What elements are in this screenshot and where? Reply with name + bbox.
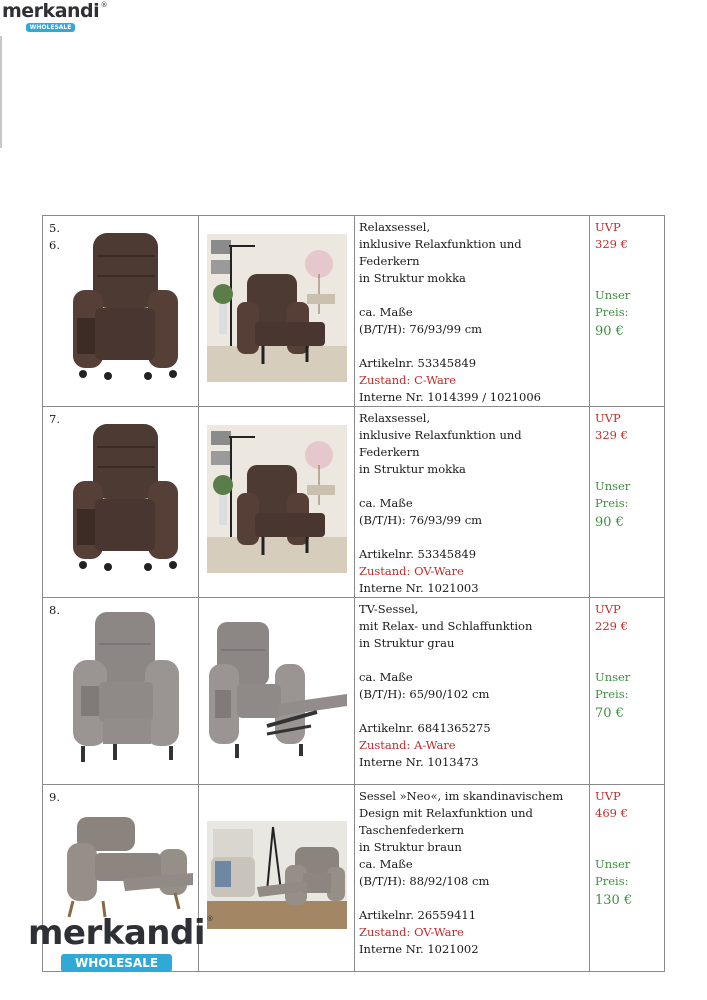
uvp-label: UVP [595, 220, 621, 234]
product-description-cell [355, 407, 590, 598]
uvp-price: 469 € [595, 806, 628, 820]
dimensions-label: ca. Maße [359, 496, 413, 510]
left-edge-rule [0, 36, 2, 148]
uvp-label: UVP [595, 789, 621, 803]
article-number: Artikelnr. 53345849 [359, 547, 477, 561]
logo-badge: WHOLESALE [26, 23, 76, 32]
uvp-price: 329 € [595, 237, 628, 251]
product-description-cell [355, 216, 590, 407]
description-line: in Struktur mokka [359, 271, 466, 285]
logo-wordmark: merkandi ® [2, 0, 108, 22]
condition: Zustand: OV-Ware [359, 564, 464, 578]
dimensions-value: (B/T/H): 76/93/99 cm [359, 322, 483, 336]
our-price-label: Unser [595, 670, 631, 684]
description-line: Relaxsessel, [359, 411, 431, 425]
neo-chair-room-photo [207, 821, 347, 929]
description-line: Design mit Relaxfunktion und [359, 806, 533, 820]
our-price-label: Preis: [595, 496, 629, 510]
item-number: 7. [49, 412, 60, 426]
description-line: mit Relax- und Schlaffunktion [359, 619, 533, 633]
item-number: 9. [49, 790, 60, 804]
price-cell [590, 216, 665, 407]
room-photo-cell [199, 785, 355, 972]
our-price-label: Unser [595, 857, 631, 871]
condition: Zustand: OV-Ware [359, 925, 464, 939]
our-price-label: Preis: [595, 687, 629, 701]
description-line: inklusive Relaxfunktion und Federkern [359, 237, 522, 268]
brown-recliner-photo [63, 228, 193, 388]
condition: Zustand: C-Ware [359, 373, 457, 387]
product-description-cell [355, 598, 590, 785]
internal-number: Interne Nr. 1014399 / 1021006 [359, 390, 541, 404]
our-price-label: Preis: [595, 874, 629, 888]
price-cell [590, 598, 665, 785]
merkandi-logo-top [2, 0, 108, 32]
description-line: TV-Sessel, [359, 602, 419, 616]
description-line: Relaxsessel, [359, 220, 431, 234]
price-cell [590, 407, 665, 598]
our-price-label: Preis: [595, 305, 629, 319]
description-line: in Struktur braun [359, 840, 462, 854]
dimensions-label: ca. Maße [359, 305, 413, 319]
grey-tv-chair-reclined-photo [207, 616, 347, 764]
room-photo-cell [199, 598, 355, 785]
neo-chair-photo [63, 809, 193, 919]
article-number: Artikelnr. 53345849 [359, 356, 477, 370]
grey-tv-chair-photo [63, 610, 193, 770]
product-photo-cell [43, 216, 199, 407]
uvp-price: 329 € [595, 428, 628, 442]
our-price: 90 € [595, 324, 624, 339]
uvp-price: 229 € [595, 619, 628, 633]
description-line: inklusive Relaxfunktion und Federkern [359, 428, 522, 459]
item-number: 5. 6. [49, 221, 60, 252]
condition: Zustand: A-Ware [359, 738, 456, 752]
room-photo-cell [199, 216, 355, 407]
brown-recliner-photo [63, 419, 193, 579]
internal-number: Interne Nr. 1021003 [359, 581, 479, 595]
room-photo-cell [199, 407, 355, 598]
article-number: Artikelnr. 6841365275 [359, 721, 491, 735]
our-price: 130 € [595, 893, 633, 908]
description-line: Sessel »Neo«, im skandinavischem [359, 789, 564, 803]
description-line: Taschenfederkern [359, 823, 464, 837]
price-cell [590, 785, 665, 972]
room-recliner-photo [207, 234, 347, 382]
logo-wordmark: merkandi ® [28, 913, 214, 953]
internal-number: Interne Nr. 1021002 [359, 942, 479, 956]
dimensions-label: ca. Maße [359, 857, 413, 871]
our-price: 70 € [595, 706, 624, 721]
dimensions-value: (B/T/H): 88/92/108 cm [359, 874, 490, 888]
product-photo-cell [43, 407, 199, 598]
description-line: in Struktur grau [359, 636, 455, 650]
our-price: 90 € [595, 515, 624, 530]
our-price-label: Unser [595, 479, 631, 493]
description-line: in Struktur mokka [359, 462, 466, 476]
item-number: 8. [49, 603, 60, 617]
uvp-label: UVP [595, 602, 621, 616]
product-description-cell [355, 785, 590, 972]
product-table [42, 215, 665, 972]
product-photo-cell [43, 598, 199, 785]
merkandi-logo-bottom [28, 913, 214, 972]
logo-badge: WHOLESALE [61, 954, 172, 972]
room-recliner-photo [207, 425, 347, 573]
dimensions-label: ca. Maße [359, 670, 413, 684]
uvp-label: UVP [595, 411, 621, 425]
product-row [43, 407, 665, 598]
article-number: Artikelnr. 26559411 [359, 908, 477, 922]
dimensions-value: (B/T/H): 76/93/99 cm [359, 513, 483, 527]
internal-number: Interne Nr. 1013473 [359, 755, 479, 769]
product-row [43, 216, 665, 407]
product-row [43, 598, 665, 785]
our-price-label: Unser [595, 288, 631, 302]
dimensions-value: (B/T/H): 65/90/102 cm [359, 687, 490, 701]
